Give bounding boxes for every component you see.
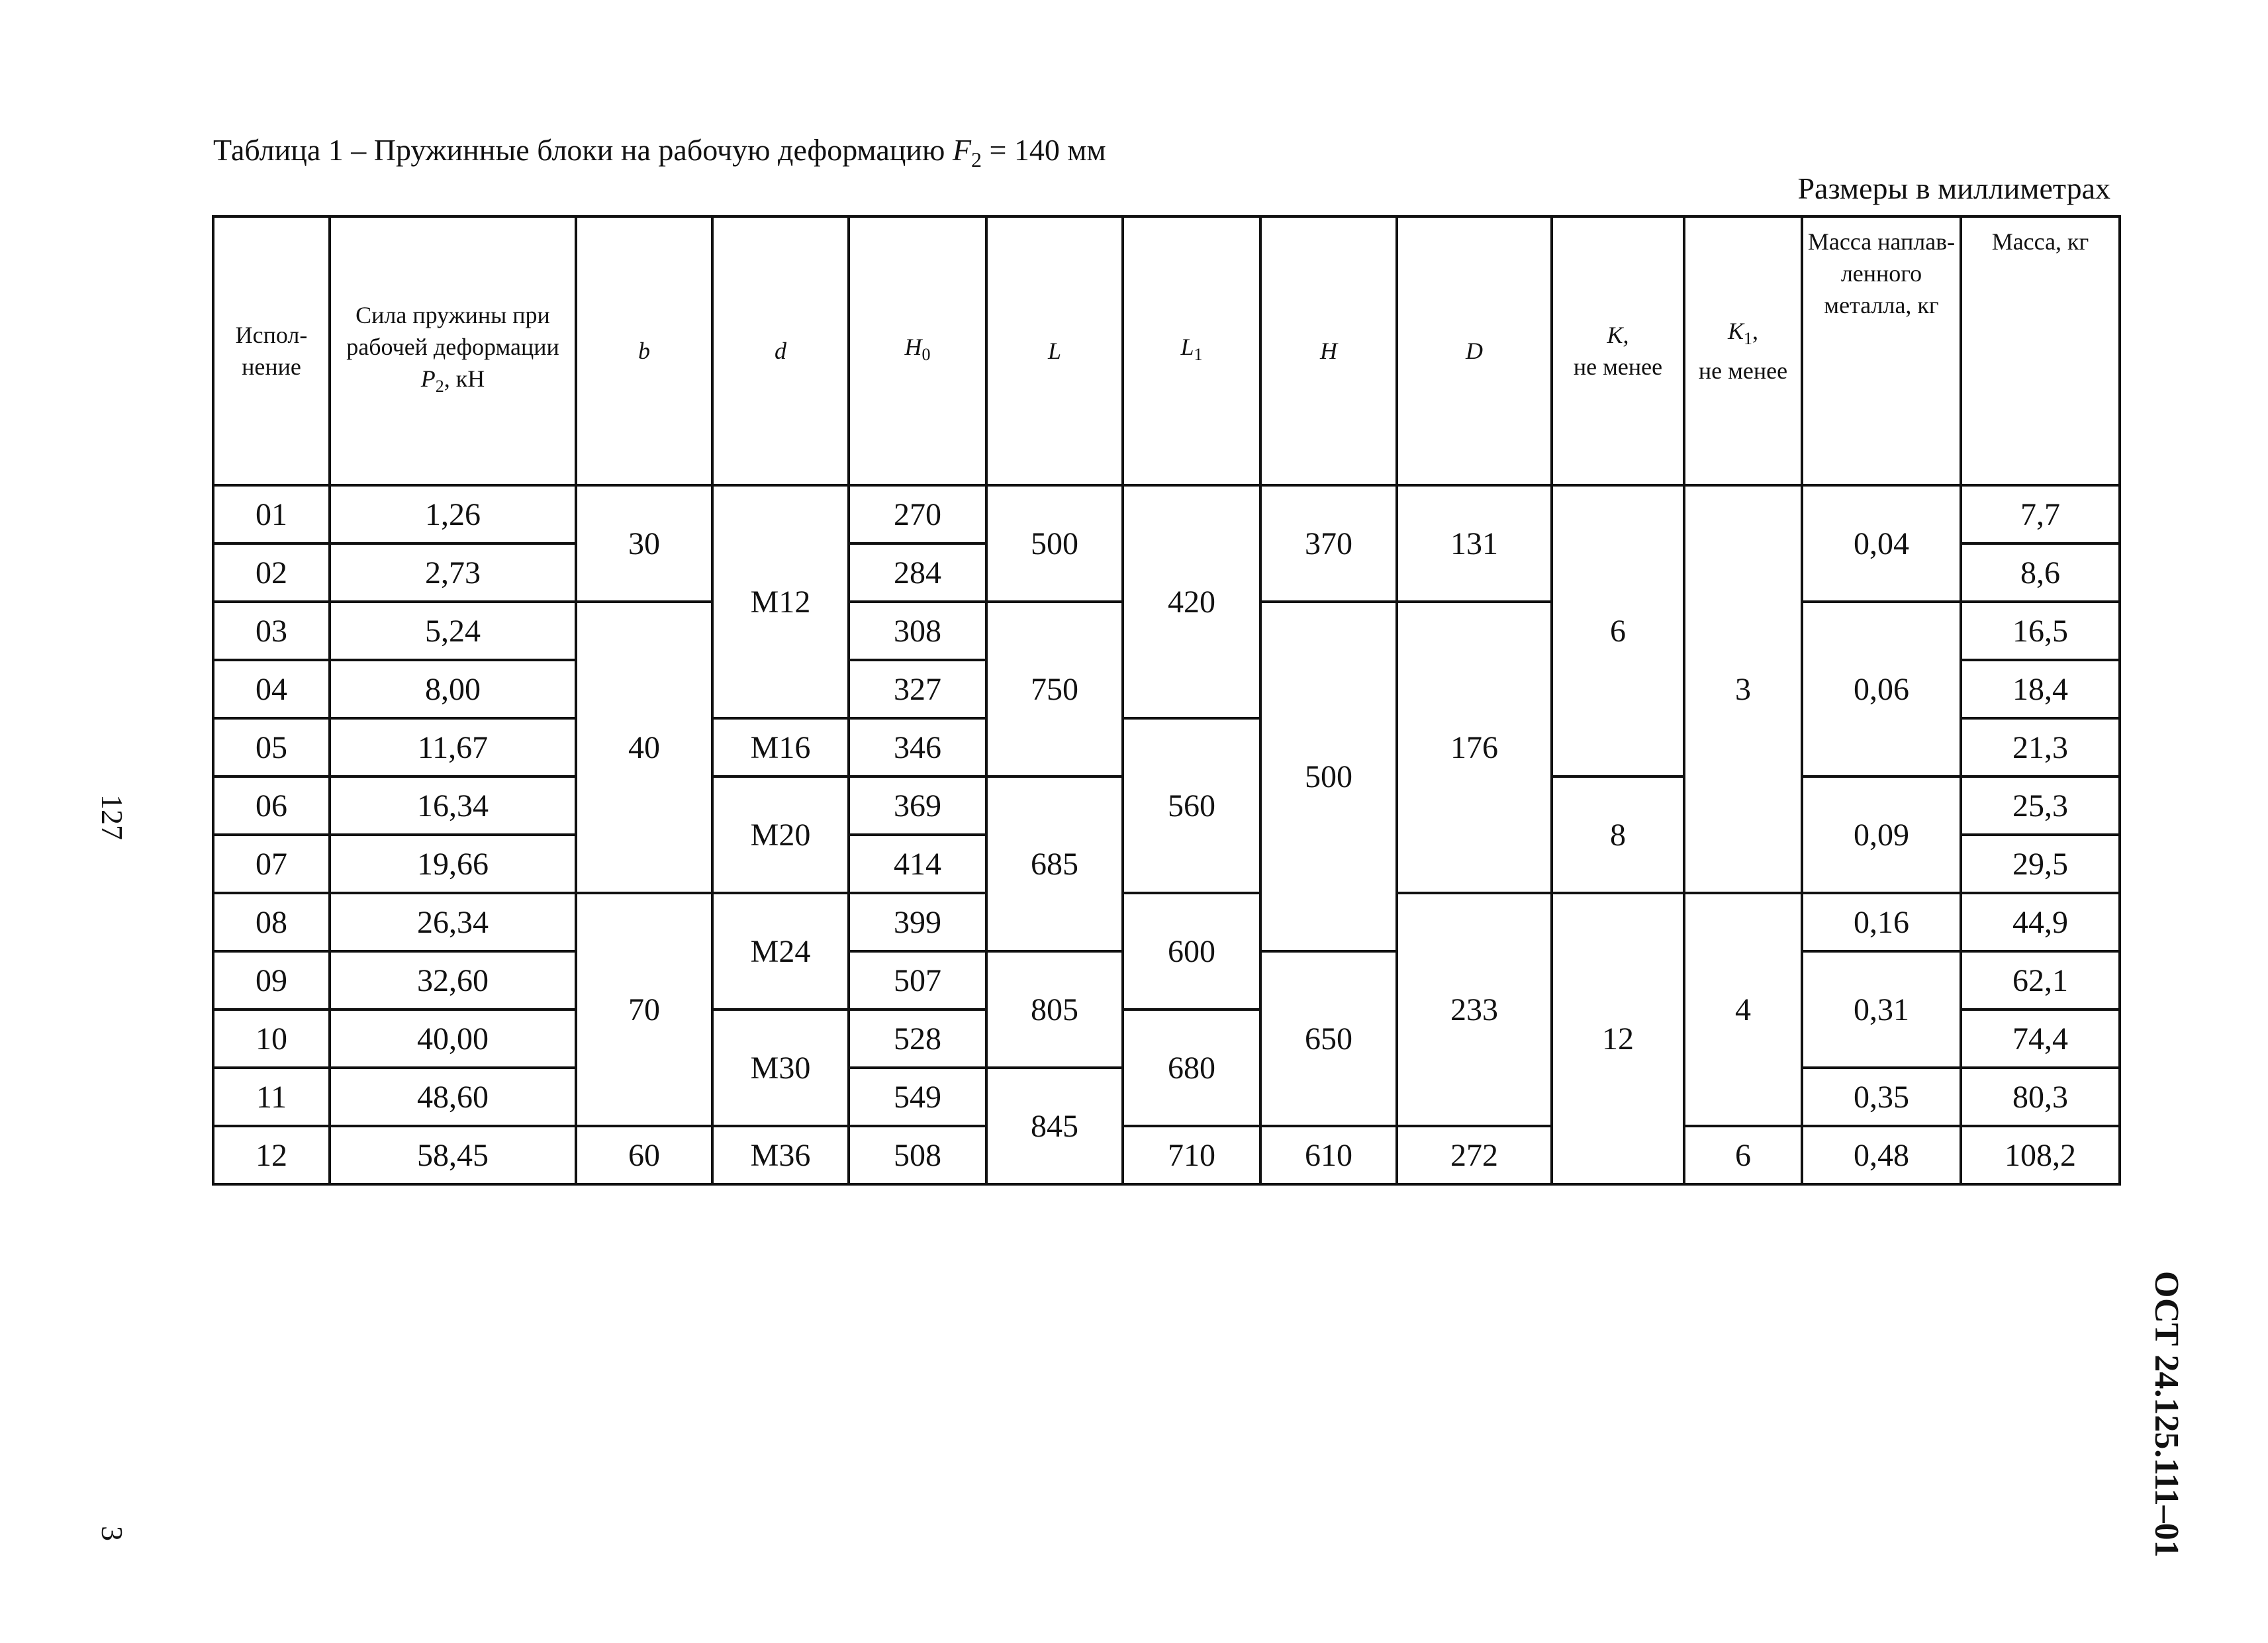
page-number-bottom: 3 [95,1526,129,1541]
cell-massa: 80,3 [1961,1068,2120,1126]
cell-h0: 308 [849,602,986,660]
cell-isp: 09 [213,951,330,1009]
cell-h0: 270 [849,485,986,543]
cell-k1: 4 [1684,893,1802,1126]
cell-massa: 8,6 [1961,543,2120,602]
cell-k1: 3 [1684,485,1802,893]
cell-massa: 62,1 [1961,951,2120,1009]
cell-p2: 16,34 [330,776,576,835]
header-d: d [712,216,849,485]
cell-b: 70 [576,893,712,1126]
cell-massa: 108,2 [1961,1126,2120,1184]
cell-k1: 6 [1684,1126,1802,1184]
header-massa-napl: Масса наплав-ленного металла, кг [1802,216,1961,485]
cell-isp: 11 [213,1068,330,1126]
units-note: Размеры в миллиметрах [1797,171,2110,205]
cell-l1: 420 [1123,485,1260,718]
cell-massa: 16,5 [1961,602,2120,660]
cell-isp: 02 [213,543,330,602]
cell-l1: 600 [1123,893,1260,1009]
caption-var: F [952,133,971,167]
cell-massa-napl: 0,16 [1802,893,1961,951]
cell-p2: 26,34 [330,893,576,951]
cell-l: 500 [986,485,1123,602]
cell-massa-napl: 0,06 [1802,602,1961,776]
cell-b: 40 [576,602,712,893]
table-row [213,1126,2120,1184]
cell-dd: 233 [1397,893,1552,1126]
cell-massa-napl: 0,35 [1802,1068,1961,1126]
cell-l: 750 [986,602,1123,776]
cell-h: 650 [1260,951,1397,1126]
cell-h: 370 [1260,485,1397,602]
cell-isp: 07 [213,835,330,893]
table-row [213,485,2120,543]
cell-d: M16 [712,718,849,776]
cell-massa: 44,9 [1961,893,2120,951]
cell-b: 60 [576,1126,712,1184]
cell-h0: 549 [849,1068,986,1126]
cell-l: 805 [986,951,1123,1068]
cell-k: 12 [1552,893,1684,1184]
cell-massa-napl: 0,09 [1802,776,1961,893]
cell-massa: 29,5 [1961,835,2120,893]
cell-p2: 5,24 [330,602,576,660]
header-b: b [576,216,712,485]
cell-h0: 508 [849,1126,986,1184]
cell-massa-napl: 0,04 [1802,485,1961,602]
cell-h0: 399 [849,893,986,951]
page-number: 127 [95,794,129,840]
cell-p2: 19,66 [330,835,576,893]
cell-massa: 7,7 [1961,485,2120,543]
header-dd: D [1397,216,1552,485]
header-h: H [1260,216,1397,485]
cell-massa: 25,3 [1961,776,2120,835]
cell-p2: 40,00 [330,1009,576,1068]
cell-p2: 1,26 [330,485,576,543]
cell-h0: 369 [849,776,986,835]
cell-k: 6 [1552,485,1684,776]
cell-p2: 58,45 [330,1126,576,1184]
cell-massa-napl: 0,31 [1802,951,1961,1068]
header-l: L [986,216,1123,485]
cell-h0: 327 [849,660,986,718]
cell-d: M20 [712,776,849,893]
caption-prefix: Таблица 1 – Пружинные блоки на рабочую деформацию [213,133,945,167]
cell-massa-napl: 0,48 [1802,1126,1961,1184]
header-k: K, не менее [1552,216,1684,485]
cell-l1: 710 [1123,1126,1260,1184]
header-k1: $K_1$, не менее [1684,216,1802,485]
cell-massa: 21,3 [1961,718,2120,776]
cell-isp: 08 [213,893,330,951]
cell-p2: 48,60 [330,1068,576,1126]
cell-p2: 11,67 [330,718,576,776]
cell-l1: 680 [1123,1009,1260,1126]
cell-p2: 32,60 [330,951,576,1009]
cell-isp: 04 [213,660,330,718]
cell-h: 610 [1260,1126,1397,1184]
cell-massa: 74,4 [1961,1009,2120,1068]
cell-d: M30 [712,1009,849,1126]
cell-h0: 528 [849,1009,986,1068]
cell-h0: 414 [849,835,986,893]
cell-isp: 03 [213,602,330,660]
header-l1: $L_1$ [1123,216,1260,485]
cell-l: 685 [986,776,1123,951]
cell-k: 8 [1552,776,1684,893]
cell-massa: 18,4 [1961,660,2120,718]
cell-h0: 284 [849,543,986,602]
spring-blocks-table [212,215,2121,1186]
caption-var-sub: 2 [970,148,982,172]
cell-p2: 2,73 [330,543,576,602]
cell-b: 30 [576,485,712,602]
cell-isp: 05 [213,718,330,776]
cell-d: M12 [712,485,849,718]
cell-p2: 8,00 [330,660,576,718]
cell-l1: 560 [1123,718,1260,893]
cell-h0: 346 [849,718,986,776]
cell-d: M36 [712,1126,849,1184]
standard-code: ОСТ 24.125.111–01 [2148,1271,2185,1558]
table-caption [213,132,1106,172]
cell-h: 500 [1260,602,1397,951]
caption-suffix: = 140 мм [981,133,1106,167]
cell-isp: 10 [213,1009,330,1068]
header-row [213,216,2120,485]
cell-dd: 176 [1397,602,1552,893]
cell-isp: 06 [213,776,330,835]
header-massa: Масса, кг [1961,216,2120,485]
cell-d: M24 [712,893,849,1009]
header-h0: $H_0$ [849,216,986,485]
cell-dd: 272 [1397,1126,1552,1184]
table-row [213,893,2120,951]
header-ispolnenie: Испол-нение [213,216,330,485]
cell-dd: 131 [1397,485,1552,602]
header-sila: Сила пружины при рабочей деформации $P_2$, кН [330,216,576,485]
cell-isp: 01 [213,485,330,543]
cell-isp: 12 [213,1126,330,1184]
cell-h0: 507 [849,951,986,1009]
cell-l: 845 [986,1068,1123,1184]
